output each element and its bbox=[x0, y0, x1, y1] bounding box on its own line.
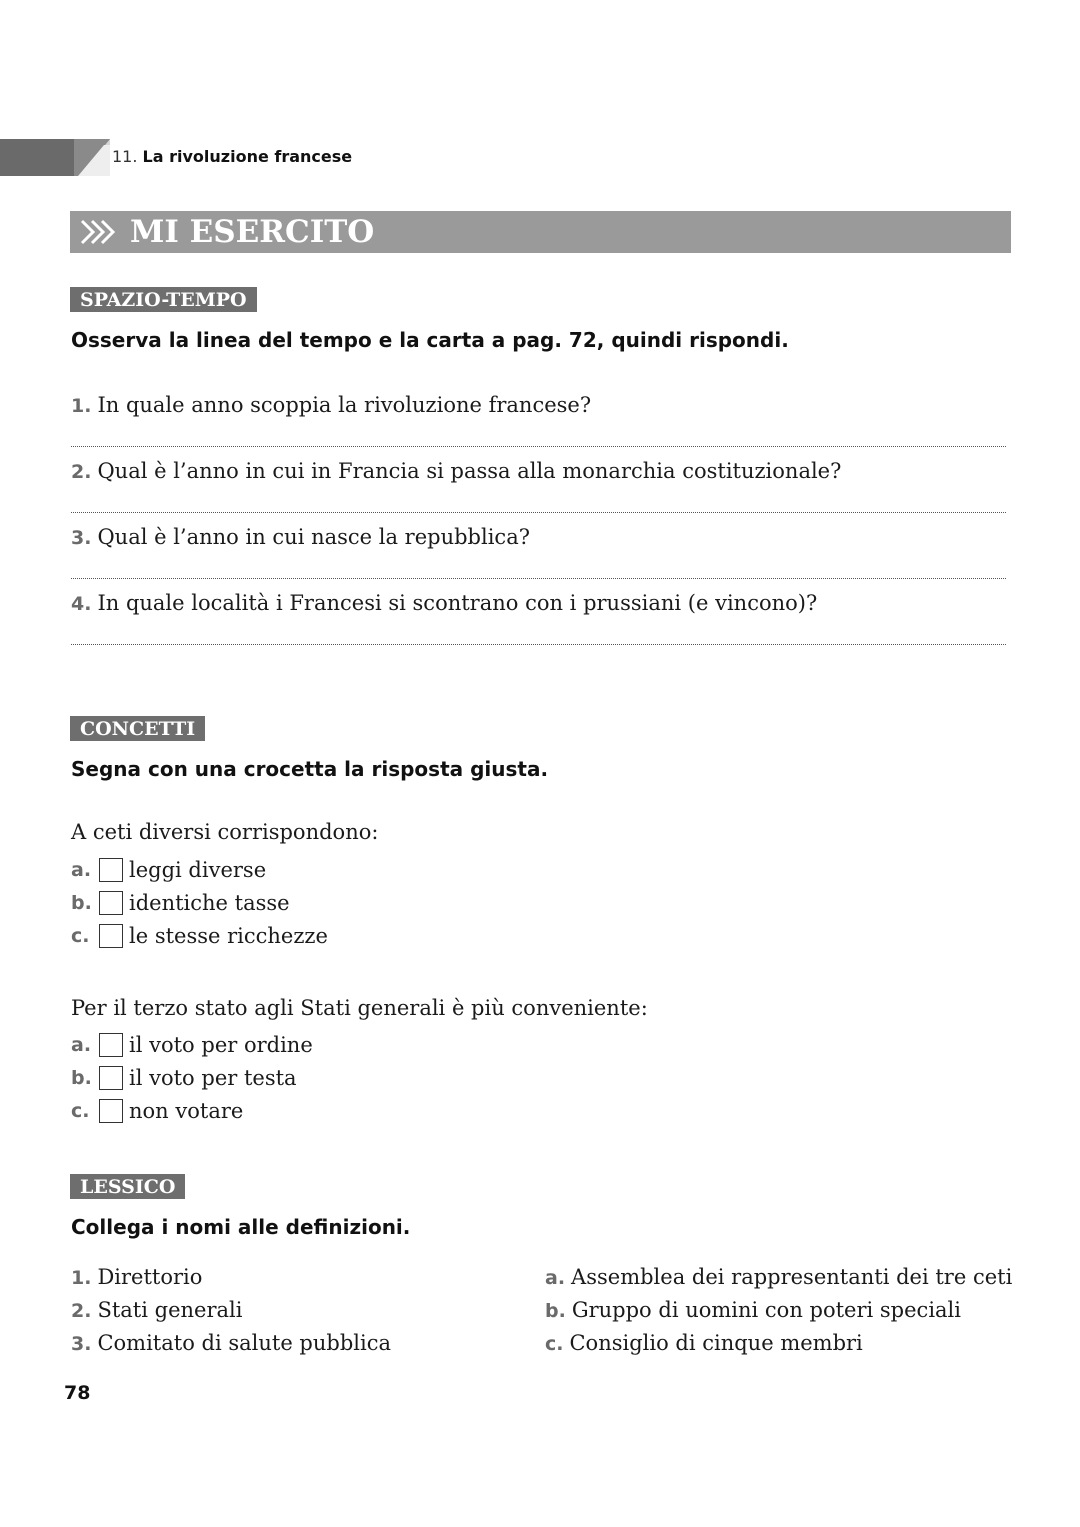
option-text: il voto per ordine bbox=[129, 1033, 313, 1057]
question-text: In quale anno scoppia la rivoluzione francese? bbox=[97, 393, 592, 417]
definition-letter: c. bbox=[545, 1333, 564, 1355]
banner-title: MI ESERCITO bbox=[130, 214, 375, 250]
name-text: Direttorio bbox=[97, 1265, 203, 1289]
match-definition bbox=[545, 1265, 1012, 1289]
triple-chevron-right-icon bbox=[80, 219, 124, 245]
mc-option bbox=[71, 1033, 313, 1057]
checkbox[interactable] bbox=[99, 858, 123, 882]
question-3 bbox=[71, 525, 530, 549]
name-text: Stati generali bbox=[97, 1298, 243, 1322]
definition-letter: b. bbox=[545, 1300, 566, 1322]
mc-prompt-1: A ceti diversi corrispondono: bbox=[71, 820, 379, 844]
checkbox[interactable] bbox=[99, 1066, 123, 1090]
question-1 bbox=[71, 393, 591, 417]
name-number: 2. bbox=[71, 1300, 92, 1322]
page-corner-icon bbox=[74, 139, 110, 176]
page-number: 78 bbox=[64, 1382, 91, 1404]
option-text: identiche tasse bbox=[129, 891, 290, 915]
section-label-concetti: CONCETTI bbox=[70, 716, 205, 741]
checkbox[interactable] bbox=[99, 924, 123, 948]
question-4 bbox=[71, 591, 817, 615]
definition-letter: a. bbox=[545, 1267, 566, 1289]
question-number: 1. bbox=[71, 395, 92, 417]
question-text: In quale località i Francesi si scontrano con i prussiani (e vincono)? bbox=[97, 591, 818, 615]
checkbox[interactable] bbox=[99, 891, 123, 915]
answer-line-2[interactable] bbox=[71, 512, 1006, 513]
name-number: 1. bbox=[71, 1267, 92, 1289]
header-tab bbox=[74, 139, 110, 176]
match-definition bbox=[545, 1298, 961, 1322]
mc-option bbox=[71, 858, 266, 882]
checkbox[interactable] bbox=[99, 1033, 123, 1057]
option-letter: a. bbox=[71, 859, 92, 881]
running-header bbox=[112, 147, 352, 166]
match-definition bbox=[545, 1331, 863, 1355]
option-letter: b. bbox=[71, 1067, 92, 1089]
answer-line-1[interactable] bbox=[71, 446, 1006, 447]
mc-option bbox=[71, 1066, 297, 1090]
chapter-number: 11. bbox=[112, 147, 138, 166]
name-text: Comitato di salute pubblica bbox=[97, 1331, 391, 1355]
instruction-spazio-tempo: Osserva la linea del tempo e la carta a pag. 72, quindi rispondi. bbox=[71, 328, 789, 352]
option-letter: c. bbox=[71, 1100, 90, 1122]
definition-text: Consiglio di cinque membri bbox=[569, 1331, 863, 1355]
question-number: 2. bbox=[71, 461, 92, 483]
answer-line-3[interactable] bbox=[71, 578, 1006, 579]
chapter-title: La rivoluzione francese bbox=[142, 147, 353, 166]
mc-option bbox=[71, 924, 328, 948]
option-text: non votare bbox=[129, 1099, 244, 1123]
match-name bbox=[71, 1265, 202, 1289]
answer-line-4[interactable] bbox=[71, 644, 1006, 645]
question-text: Qual è l’anno in cui nasce la repubblica? bbox=[97, 525, 530, 549]
instruction-concetti: Segna con una crocetta la risposta giusta. bbox=[71, 757, 549, 781]
section-label-spazio-tempo: SPAZIO-TEMPO bbox=[70, 287, 257, 312]
section-label-lessico: LESSICO bbox=[70, 1174, 185, 1199]
question-text: Qual è l’anno in cui in Francia si passa alla monarchia costituzionale? bbox=[97, 459, 842, 483]
mc-option bbox=[71, 1099, 243, 1123]
question-2 bbox=[71, 459, 841, 483]
checkbox[interactable] bbox=[99, 1099, 123, 1123]
mc-prompt-2: Per il terzo stato agli Stati generali è più conveniente: bbox=[71, 996, 648, 1020]
question-number: 4. bbox=[71, 593, 92, 615]
match-name bbox=[71, 1298, 242, 1322]
definition-text: Assemblea dei rappresentanti dei tre ceti bbox=[571, 1265, 1013, 1289]
definition-text: Gruppo di uomini con poteri speciali bbox=[571, 1298, 961, 1322]
header-bar bbox=[0, 139, 74, 176]
option-text: le stesse ricchezze bbox=[129, 924, 328, 948]
option-text: il voto per testa bbox=[129, 1066, 297, 1090]
option-letter: c. bbox=[71, 925, 90, 947]
option-letter: a. bbox=[71, 1034, 92, 1056]
match-name bbox=[71, 1331, 391, 1355]
mc-option bbox=[71, 891, 290, 915]
name-number: 3. bbox=[71, 1333, 92, 1355]
option-letter: b. bbox=[71, 892, 92, 914]
instruction-lessico: Collega i nomi alle definizioni. bbox=[71, 1215, 411, 1239]
option-text: leggi diverse bbox=[129, 858, 267, 882]
question-number: 3. bbox=[71, 527, 92, 549]
